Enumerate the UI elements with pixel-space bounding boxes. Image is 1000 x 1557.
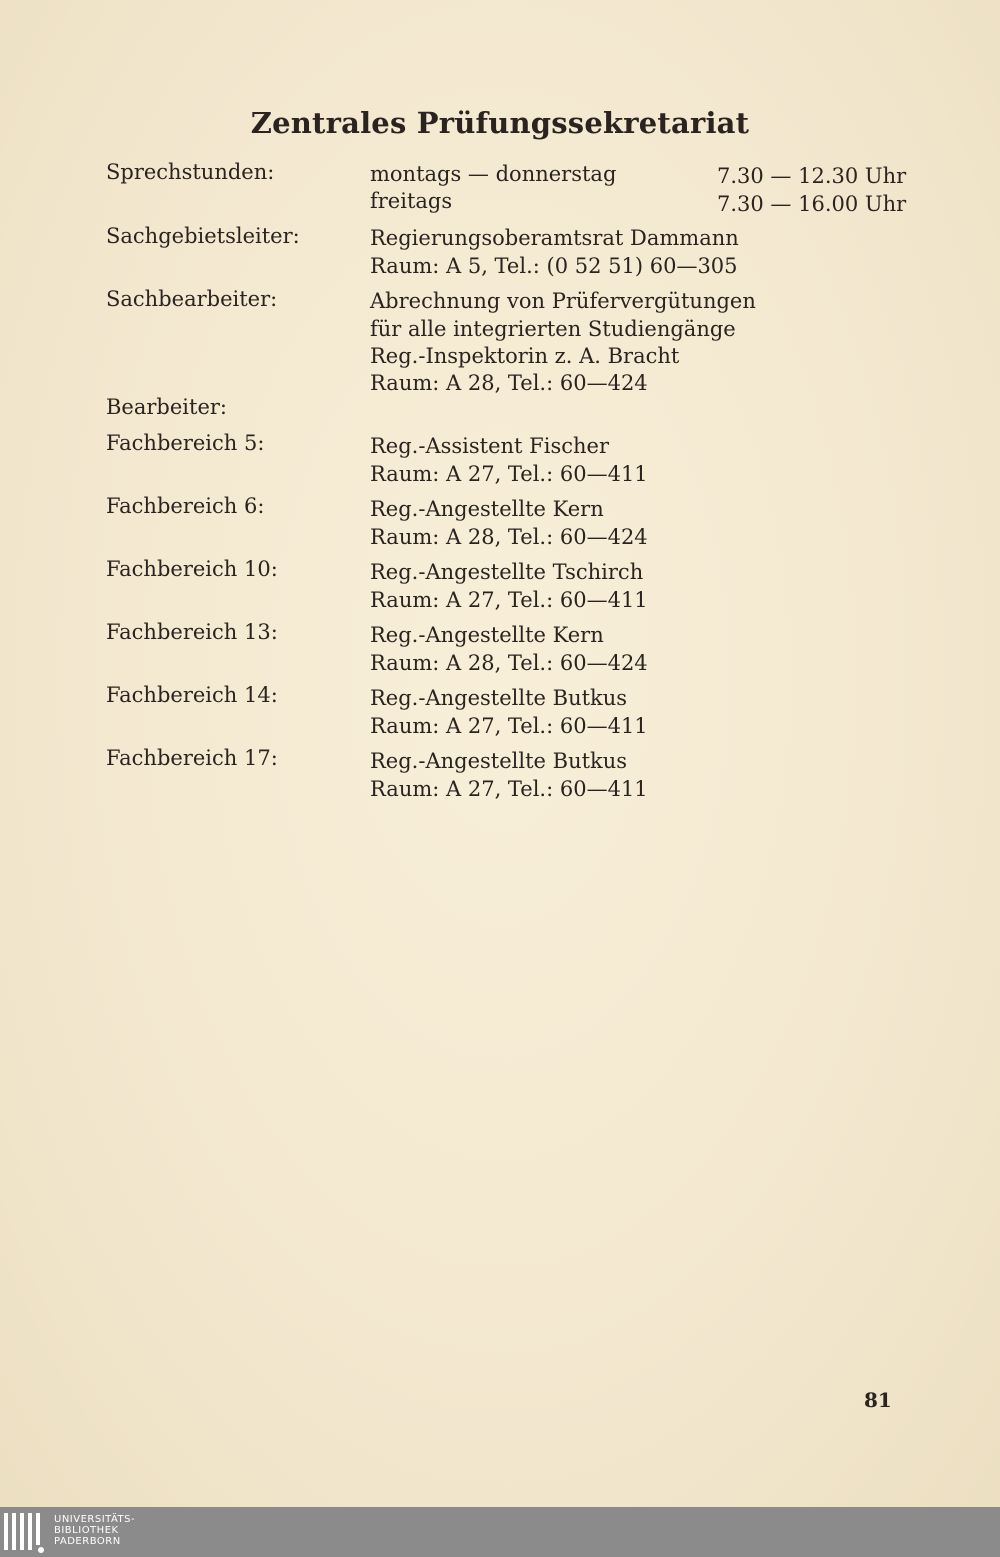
staff-label: Bearbeiter: [106, 395, 227, 419]
clerk-line-1: Abrechnung von Prüfervergütungen [370, 289, 756, 313]
office-hours-time-2: 7.30 — 16.00 Uhr [717, 192, 907, 216]
department-staff-room: Raum: A 27, Tel.: 60—411 [370, 588, 648, 612]
department-label: Fachbereich 10: [106, 557, 278, 581]
department-label: Fachbereich 6: [106, 494, 265, 518]
office-hours-days-2: freitags [370, 189, 453, 213]
department-staff-room: Raum: A 28, Tel.: 60—424 [370, 525, 648, 549]
section-head-name: Regierungsoberamtsrat Dammann [370, 226, 739, 250]
department-staff-name: Reg.-Angestellte Kern [370, 497, 604, 521]
office-hours-time-1: 7.30 — 12.30 Uhr [717, 164, 907, 188]
library-footer [0, 1507, 1000, 1557]
department-staff-room: Raum: A 27, Tel.: 60—411 [370, 462, 648, 486]
department-staff-room: Raum: A 28, Tel.: 60—424 [370, 651, 648, 675]
logo-line: PADERBORN [54, 1536, 121, 1547]
logo-dot-icon [38, 1547, 44, 1553]
office-hours-days-1: montags — donnerstag [370, 162, 617, 186]
department-label: Fachbereich 14: [106, 683, 278, 707]
department-staff-name: Reg.-Angestellte Butkus [370, 686, 628, 710]
library-logo-text [54, 1514, 135, 1547]
department-staff-name: Reg.-Angestellte Kern [370, 623, 604, 647]
page-number: 81 [864, 1388, 892, 1412]
clerk-line-3: Reg.-Inspektorin z. A. Bracht [370, 344, 680, 368]
section-head-room: Raum: A 5, Tel.: (0 52 51) 60—305 [370, 254, 738, 278]
logo-line: UNIVERSITÄTS- [54, 1514, 136, 1525]
department-label: Fachbereich 5: [106, 431, 265, 455]
department-staff-room: Raum: A 27, Tel.: 60—411 [370, 714, 648, 738]
clerk-line-4: Raum: A 28, Tel.: 60—424 [370, 371, 648, 395]
section-head-label: Sachgebietsleiter: [106, 224, 300, 248]
department-label: Fachbereich 13: [106, 620, 278, 644]
department-staff-name: Reg.-Angestellte Butkus [370, 749, 628, 773]
department-staff-name: Reg.-Angestellte Tschirch [370, 560, 644, 584]
logo-line: BIBLIOTHEK [54, 1525, 119, 1536]
clerk-line-2: für alle integrierten Studiengänge [370, 317, 736, 341]
department-staff-room: Raum: A 27, Tel.: 60—411 [370, 777, 648, 801]
clerk-label: Sachbearbeiter: [106, 287, 278, 311]
page-title: Zentrales Prüfungssekretariat [250, 106, 750, 140]
department-staff-name: Reg.-Assistent Fischer [370, 434, 609, 458]
office-hours-label: Sprechstunden: [106, 160, 275, 184]
department-label: Fachbereich 17: [106, 746, 278, 770]
